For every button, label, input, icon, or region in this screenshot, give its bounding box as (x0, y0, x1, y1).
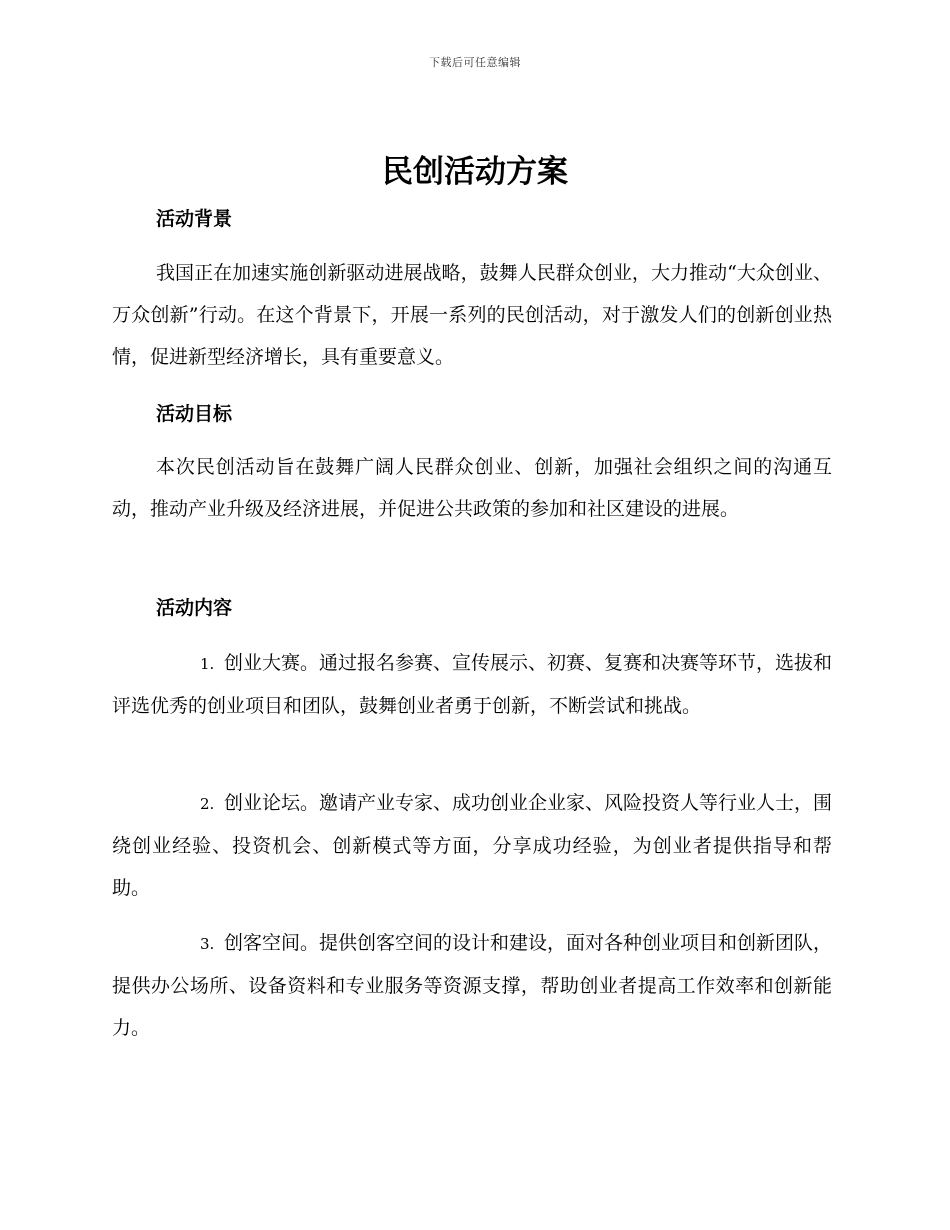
document-title: 民创活动方案 (382, 154, 568, 190)
list-item-number: 3. (200, 935, 215, 953)
list-item-text: 创客空间。提供创客空间的设计和建设，面对各种创业项目和创新团队，提供办公场所、设备资料和专业服务等资源支撑，帮助创业者提高工作效率和创新能力。 (112, 932, 833, 1039)
list-item-text: 创业论坛。邀请产业专家、成功创业企业家、风险投资人等行业人士，围绕创业经验、投资机会、创新模式等方面，分享成功经验，为创业者提供指导和帮助。 (112, 792, 833, 899)
list-item-number: 2. (200, 795, 215, 813)
section-heading-content: 活动内容 (156, 597, 233, 619)
section-heading-goal: 活动目标 (156, 403, 233, 425)
content-list-item (112, 922, 832, 1049)
list-item-number: 1. (200, 655, 215, 673)
list-item-text: 创业大赛。通过报名参赛、宣传展示、初赛、复赛和决赛等环节，选拔和评选优秀的创业项目和团队，鼓舞创业者勇于创新，不断尝试和挑战。 (112, 652, 833, 717)
section-heading-background: 活动背景 (156, 208, 233, 230)
content-list-item (112, 642, 832, 727)
page-header-note: 下载后可任意编辑 (429, 56, 521, 69)
background-paragraph: 我国正在加速实施创新驱动进展战略，鼓舞人民群众创业，大力推动“大众创业、万众创新”行动。在这个背景下，开展一系列的民创活动，对于激发人们的创新创业热情，促进新型经济增长，具有重要意义。 (112, 262, 832, 368)
content-list-item (112, 782, 832, 909)
goal-paragraph: 本次民创活动旨在鼓舞广阔人民群众创业、创新，加强社会组织之间的沟通互动，推动产业升级及经济进展，并促进公共政策的参加和社区建设的进展。 (112, 456, 832, 520)
